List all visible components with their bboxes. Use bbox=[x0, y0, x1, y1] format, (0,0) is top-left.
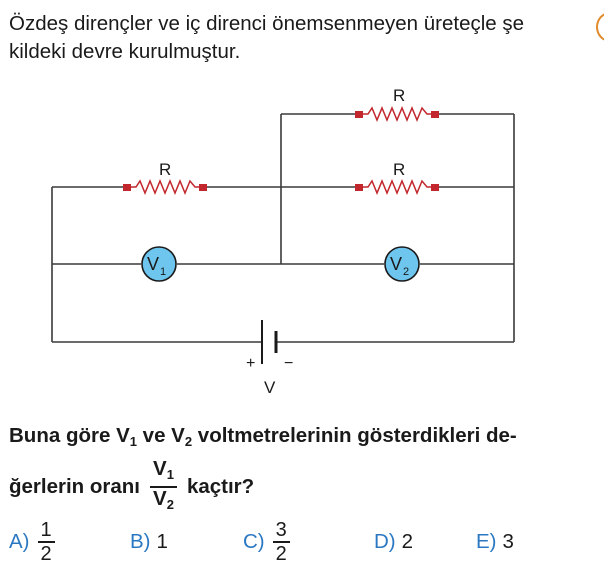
choice-e-value: 3 bbox=[502, 530, 514, 553]
voltmeter-2-letter: V bbox=[390, 254, 403, 274]
choice-a-letter: A) bbox=[9, 530, 30, 553]
choice-e-letter: E) bbox=[476, 530, 497, 553]
choice-c-denominator: 2 bbox=[275, 542, 287, 565]
choice-c-fraction bbox=[273, 519, 290, 565]
choice-d-letter: D) bbox=[374, 530, 396, 553]
voltmeter-1-subscript: 1 bbox=[160, 266, 167, 278]
question-text-1b: ve V bbox=[136, 424, 185, 447]
choice-e[interactable] bbox=[476, 516, 514, 568]
question-line-2 bbox=[9, 458, 254, 516]
question-text-1c: voltmetrelerinin gösterdikleri de- bbox=[192, 424, 517, 447]
intro-line-2: kildeki devre kurulmuştur. bbox=[9, 40, 241, 63]
choice-c-letter: C) bbox=[243, 530, 265, 553]
choice-c-numerator: 3 bbox=[275, 519, 287, 542]
choice-d-value: 2 bbox=[401, 530, 414, 553]
fraction-numerator: V bbox=[153, 457, 167, 480]
fraction-denominator-sub: 2 bbox=[166, 497, 174, 512]
fraction-numerator-sub: 1 bbox=[166, 467, 174, 482]
answer-choices bbox=[0, 516, 604, 576]
intro-line-1: Özdeş dirençler ve iç direnci önemsenmeyen üreteçle şe bbox=[9, 12, 525, 35]
voltmeter-2 bbox=[385, 247, 419, 281]
choice-a-numerator: 1 bbox=[40, 519, 52, 542]
voltmeter-1 bbox=[142, 247, 176, 281]
question-text-2b: kaçtır? bbox=[186, 475, 255, 498]
choice-c[interactable] bbox=[243, 516, 290, 568]
resistor-top-label: R bbox=[393, 86, 406, 105]
choice-a-denominator: 2 bbox=[40, 542, 52, 565]
choice-d[interactable] bbox=[374, 516, 413, 568]
question-sub-2: 2 bbox=[184, 434, 193, 449]
battery-minus-sign: − bbox=[284, 355, 294, 372]
battery-plus-sign: + bbox=[246, 355, 256, 372]
resistor-right-label: R bbox=[393, 160, 406, 179]
choice-b-value: 1 bbox=[156, 530, 168, 553]
question-text-1a: Buna göre V bbox=[9, 424, 130, 447]
question-text-2a: ğerlerin oranı bbox=[9, 475, 141, 498]
battery-label: V bbox=[264, 378, 276, 397]
voltmeter-2-subscript: 2 bbox=[403, 266, 410, 278]
choice-a-fraction bbox=[38, 519, 55, 565]
voltage-ratio-fraction bbox=[150, 458, 177, 516]
resistor-right bbox=[355, 181, 439, 193]
resistor-top bbox=[355, 108, 439, 120]
question-sub-1: 1 bbox=[129, 434, 137, 449]
question-line-1 bbox=[9, 424, 517, 449]
choice-a[interactable] bbox=[9, 516, 55, 568]
fraction-denominator: V bbox=[153, 487, 167, 510]
voltmeter-1-letter: V bbox=[147, 254, 160, 274]
choice-b[interactable] bbox=[130, 516, 168, 568]
resistor-left bbox=[123, 181, 207, 193]
circuit-wires bbox=[52, 114, 514, 342]
battery bbox=[262, 320, 276, 364]
choice-b-letter: B) bbox=[130, 530, 151, 553]
resistor-left-label: R bbox=[159, 160, 172, 179]
